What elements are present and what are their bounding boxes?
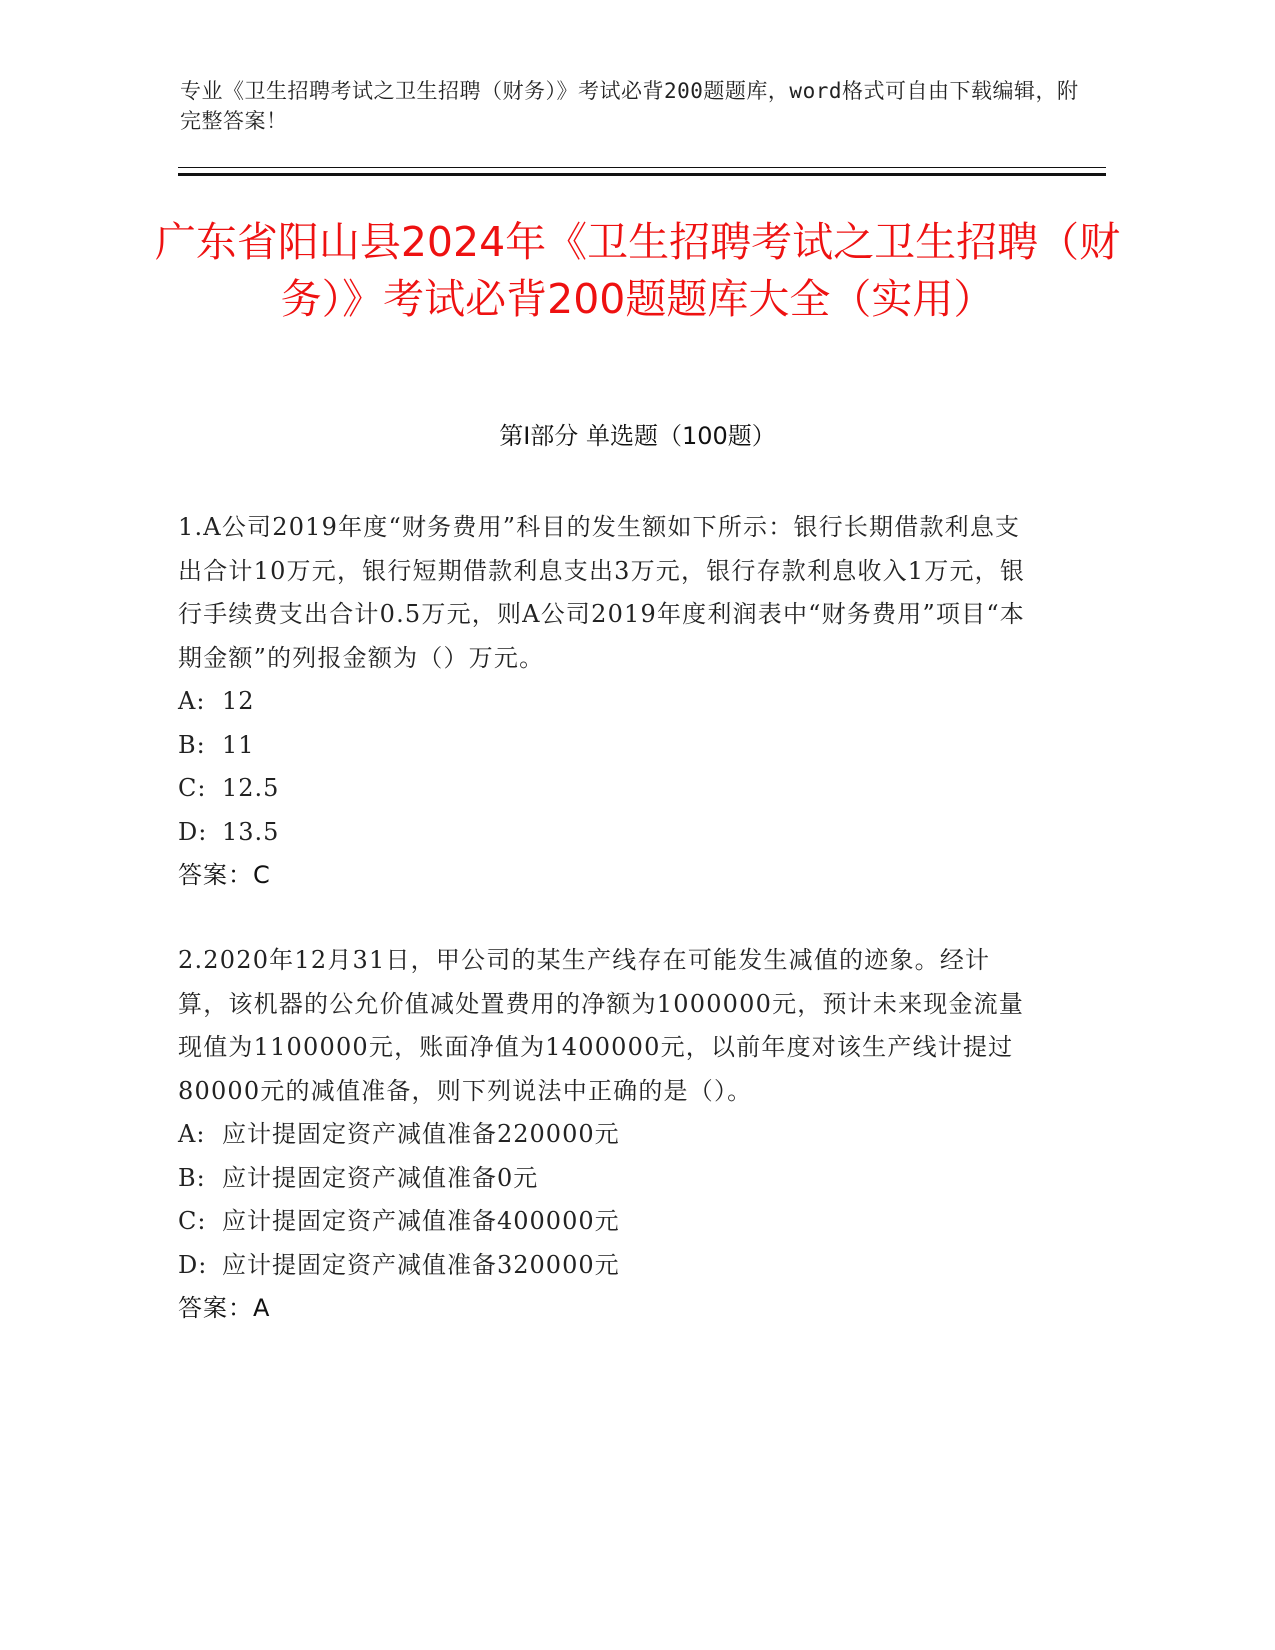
option-text: 应计提固定资产减值准备400000元 (222, 1207, 620, 1235)
section-heading: 第I部分 单选题（100题） (499, 422, 776, 450)
option-letter: B: (178, 1163, 206, 1192)
option-letter: B: (178, 730, 206, 759)
option-a (178, 1113, 1038, 1157)
option-a (178, 680, 1038, 724)
answer-line: 答案：C (178, 861, 271, 889)
option-text: 应计提固定资产减值准备320000元 (222, 1250, 620, 1279)
header-divider-thin (178, 167, 1106, 168)
option-d (178, 1244, 1038, 1288)
question-1 (178, 506, 1038, 898)
option-text: 12.5 (222, 774, 280, 802)
option-text: 11 (222, 730, 255, 759)
option-text: 13.5 (222, 817, 280, 846)
option-b (178, 724, 1038, 768)
option-letter: C: (178, 774, 207, 802)
header-note: 专业《卫生招聘考试之卫生招聘（财务）》考试必背200题题库，word格式可自由下载编辑，附完整答案！ (180, 79, 1079, 133)
header-divider-thick (178, 173, 1106, 176)
option-letter: A: (178, 1120, 206, 1148)
question-stem: 1.A公司2019年度“财务费用”科目的发生额如下所示：银行长期借款利息支出合计10万元，银行短期借款利息支出3万元，银行存款利息收入1万元，银行手续费支出合计0.5万元，则A公司2019年度利润表中“财务费用”项目“本期金额”的列报金额为（）万元。 (178, 513, 1026, 672)
question-stem: 2.2020年12月31日，甲公司的某生产线存在可能发生减值的迹象。经计算，该机器的公允价值减处置费用的净额为1000000元，预计未来现金流量现值为1100000元，账面净值为1400000元，以前年度对该生产线计提过80000元的减值准备，则下列说法中正确的是（）。 (178, 946, 1025, 1105)
option-d (178, 811, 1038, 855)
option-c (178, 767, 1038, 811)
option-letter: D: (178, 1250, 208, 1279)
question-2 (178, 939, 1038, 1331)
option-c (178, 1200, 1038, 1244)
option-text: 12 (222, 687, 255, 715)
option-letter: A: (178, 687, 206, 715)
option-text: 应计提固定资产减值准备0元 (222, 1163, 539, 1192)
option-letter: C: (178, 1207, 207, 1235)
answer-line: 答案：A (178, 1294, 271, 1322)
document-title: 广东省阳山县2024年《卫生招聘考试之卫生招聘（财务）》考试必背200题题库大全（实用） (154, 218, 1121, 323)
option-letter: D: (178, 817, 208, 846)
option-text: 应计提固定资产减值准备220000元 (222, 1120, 620, 1148)
option-b (178, 1157, 1038, 1201)
